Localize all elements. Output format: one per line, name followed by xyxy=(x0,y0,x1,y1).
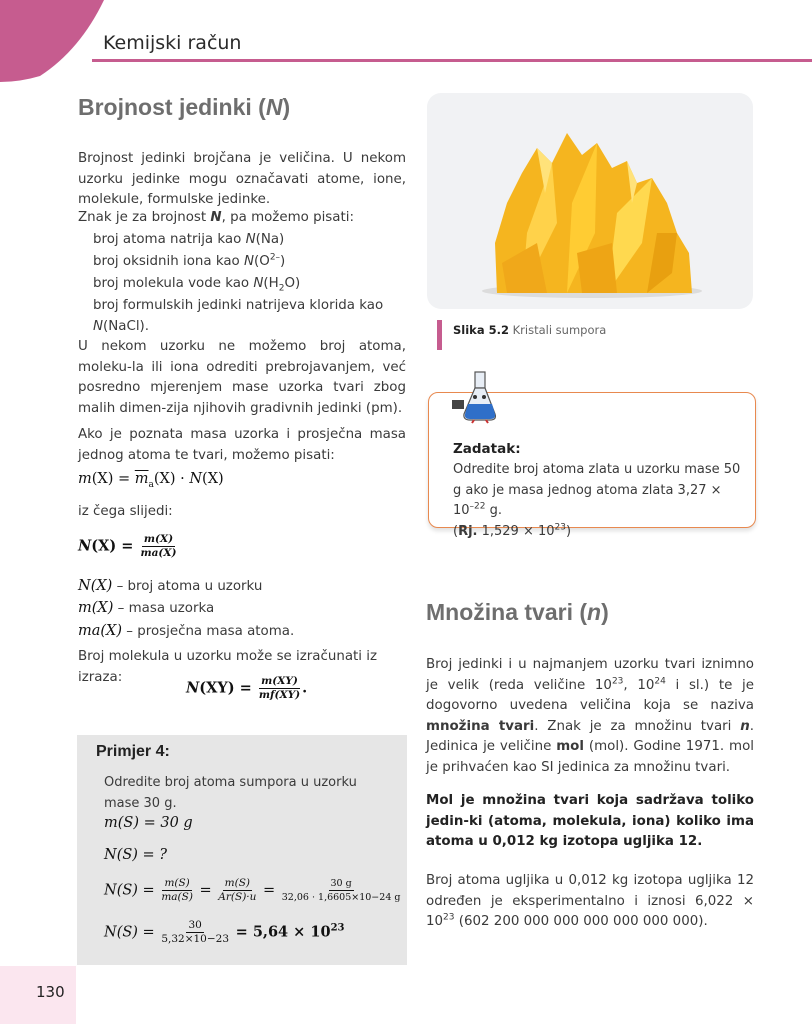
mol-definition: Mol je množina tvari koja sadržava toliko jedin-ki (atoma, molekula, iona) koliko ima atoma u 0,012 kg izotopa ugljika 12. xyxy=(426,793,754,849)
equation-molecules: N(XY) = $\frac{m(XY)}{mf(XY)}$ . xyxy=(186,675,308,701)
example-box xyxy=(77,735,407,965)
task-title: Zadatak: xyxy=(453,441,521,457)
paragraph: Brojnost jedinki brojčana je veličina. U nekom uzorku jedinke mogu označavati atome, ione, molekule, formulske jedinke. xyxy=(78,151,406,207)
definition-line: m(X) – masa uzorka xyxy=(78,600,215,616)
figure-caption: Slika 5.2 Kristali sumpora xyxy=(453,323,607,337)
list-item: broj molekula vode kao $N(H_2O)$ xyxy=(93,276,301,294)
header-rule xyxy=(92,59,812,62)
section-heading-mnozina: Množina tvari (n) xyxy=(426,599,609,625)
example-title: Primjer 4: xyxy=(96,743,170,760)
paragraph: Broj molekula u uzorku može se izračunati iz izraza: xyxy=(78,649,378,685)
equation-mass: $m(X) = \overline{m}_a(X) \cdot N(X)$ xyxy=(78,471,224,490)
list-item: broj oksidnih iona kao $N(O^{2-})$ xyxy=(93,252,286,269)
example-unknown: N(S) = ? xyxy=(104,847,168,863)
example-step2: N(S) = $\frac{30}{5,32\times 10-23}$ = $5,64 \times 10^{23}$ xyxy=(104,919,345,945)
definition-line: N(X) – broj atoma u uzorku xyxy=(78,578,263,594)
example-given: m(S) = 30 g xyxy=(104,815,193,831)
list-item: broj atoma natrija kao N(Na) xyxy=(93,232,285,247)
example-step1: N(S) = $\frac{m(S)}{ma(S)}$ = $\frac{m(S)}{Ar(S)\cdot u}$ = $\frac{30 g}{32,06 \cdot 1,6605\times 10-24 g}$ xyxy=(104,877,401,903)
list-item: broj formulskih jedinki natrijeva klorida kao N(NaCl). xyxy=(93,298,384,334)
paragraph: Broj atoma ugljika u 0,012 kg izotopa ugljika 12 određen je eksperimentalno i iznosi $6,022 \times 10^{23}$ (602 200 000 000 000 000 000 000). xyxy=(426,873,754,929)
equation-count: N(X) = $\frac{m(X)}{ma(X)}$ xyxy=(78,533,177,559)
paragraph: iz čega slijedi: xyxy=(78,504,173,519)
paragraph: Broj jedinki i u najmanjem uzorku tvari iznimno je velik (reda veličine $10^{23}$, $10^{24}$ i sl.) te je dogovorno uvedena veličina koja se naziva množina tvari. Znak je za množinu tvari n. Jedinica je veličine mol (mol). Godine 1971. mol je prihvaćen kao SI jedinica za množinu tvari. xyxy=(426,657,754,775)
flask-mascot-icon xyxy=(448,368,502,424)
page-number: 130 xyxy=(36,983,65,1001)
task-text: Odredite broj atoma zlata u uzorku mase 50 g ako je masa jednog atoma zlata $3,27 \times 10^{-22}$ g. (Rj. $1,529 \times 10^{23}$) xyxy=(453,462,741,539)
caption-bar xyxy=(437,320,442,350)
paragraph: U nekom uzorku ne možemo broj atoma, moleku-la ili iona odrediti prebrojavanjem, već posredno mjerenjem mase uzorka tvari zbog malih dimen-zija njihovih gradivnih jedinki (pm). xyxy=(78,339,406,416)
definition-line: ma(X) – prosječna masa atoma. xyxy=(78,623,295,639)
chapter-title: Kemijski račun xyxy=(103,32,242,54)
paragraph: Ako je poznata masa uzorka i prosječna masa jednog atoma te tvari, možemo pisati: xyxy=(78,427,406,463)
sulfur-crystals-photo xyxy=(427,93,753,309)
corner-tab xyxy=(0,0,110,82)
section-heading-brojnost: Brojnost jedinki (N) xyxy=(78,94,291,120)
example-text: Odredite broj atoma sumpora u uzorku masе 30 g. xyxy=(104,775,357,811)
paragraph: Znak je za brojnost N, pa možemo pisati: xyxy=(78,210,354,225)
